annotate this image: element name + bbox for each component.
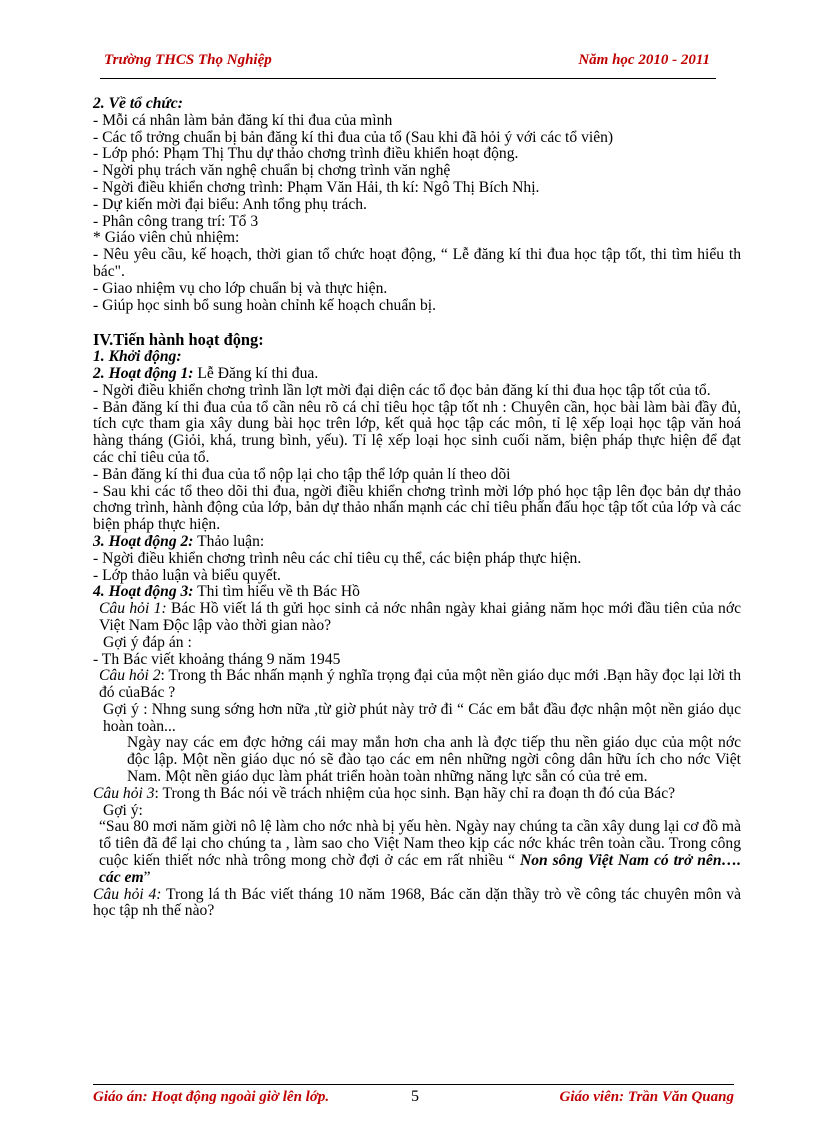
question-1-answer: - Th Bác viết khoảng tháng 9 năm 1945 bbox=[93, 650, 341, 668]
question-1 bbox=[93, 601, 741, 635]
question-4 bbox=[93, 887, 741, 921]
activity-3-title: Thi tìm hiểu về th Bác Hồ bbox=[193, 583, 360, 601]
warmup-heading: 1. Khởi động: bbox=[93, 348, 182, 366]
activity-1-paragraph: - Ngời điều khiển chơng trình lần lợt mời đại diện các tổ đọc bản đăng kí thi đua học tập tốt của tổ. bbox=[93, 381, 711, 399]
organization-item: - Mỗi cá nhân làm bản đăng kí thi đua của mình bbox=[93, 111, 393, 129]
question-2-label: Câu hỏi 2 bbox=[99, 667, 161, 685]
header-school: Trường THCS Thọ Nghiệp bbox=[104, 52, 272, 68]
header-year: Năm học 2010 - 2011 bbox=[578, 52, 710, 68]
page-footer bbox=[93, 1084, 734, 1107]
activity-2-item: - Lớp thảo luận và biểu quyết. bbox=[93, 566, 281, 584]
activity-2-label: 3. Hoạt động 2: bbox=[93, 532, 194, 550]
question-2 bbox=[93, 668, 741, 702]
page-number: 5 bbox=[411, 1088, 419, 1105]
question-1-text: Bác Hồ viết lá th gửi học sinh cả nớc nhân ngày khai giảng năm học mới đầu tiên của nớc Việt Nam Độc lập vào thời gian nào? bbox=[99, 600, 741, 634]
activity-1-title: Lễ Đăng kí thi đua. bbox=[193, 364, 319, 382]
teacher-item: - Nêu yêu cầu, kế hoạch, thời gian tổ chức hoạt động, “ Lễ đăng kí thi đua học tập tốt, thi tìm hiểu th bác". bbox=[93, 246, 741, 280]
activity-3-heading bbox=[93, 584, 741, 601]
activity-1-label: 2. Hoạt động 1: bbox=[93, 364, 194, 382]
teacher-item: - Giúp học sinh bổ sung hoàn chỉnh kế hoạch chuẩn bị. bbox=[93, 296, 436, 314]
organization-item: - Lớp phó: Phạm Thị Thu dự thảo chơng trình điều khiển hoạt động. bbox=[93, 145, 519, 163]
document-body bbox=[93, 96, 741, 920]
question-4-label: Câu hỏi 4: bbox=[93, 885, 162, 903]
activity-3-label: 4. Hoạt động 3: bbox=[93, 583, 194, 601]
organization-item: - Các tổ trởng chuẩn bị bản đăng kí thi đua của tổ (Sau khi đã hỏi ý với các tổ viên) bbox=[93, 128, 614, 146]
question-3-quote bbox=[93, 819, 741, 886]
activity-2-item: - Ngời điều khiển chơng trình nêu các chỉ tiêu cụ thể, các biện pháp thực hiện. bbox=[93, 549, 582, 567]
question-1-hint: Gợi ý đáp án : bbox=[103, 633, 192, 651]
section-title-organization: 2. Về tổ chức: bbox=[93, 95, 183, 112]
question-1-label: Câu hỏi 1: bbox=[99, 600, 167, 618]
activity-1-paragraph: - Sau khi các tổ theo dõi thi đua, ngời điều khiển chơng trình mời lớp phó học tập lên đọc bản dự thảo chơng trình, hành động của lớp, bản dự thảo nhấn mạnh các chỉ tiêu phấn đấu học tập tốt của lớp và các biện pháp thực hiện. bbox=[93, 482, 741, 534]
footer-lesson-plan: Giáo án: Hoạt động ngoài giờ lên lớp. bbox=[93, 1089, 330, 1105]
activity-2-heading bbox=[93, 534, 741, 551]
question-3-label: Câu hỏi 3 bbox=[93, 784, 155, 802]
question-3-quote-emphasis: Non sông Việt Nam có trở nên…. các em bbox=[99, 852, 742, 886]
question-3 bbox=[93, 786, 741, 803]
question-2-quote: Ngày nay các em đợc hởng cái may mắn hơn cha anh là đợc tiếp thu nền giáo dục của một nớc độc lập. Một nền giáo dục nó sẽ đào tạo các em nên những ngời công dân hữu ích cho nớc Việt Nam. Một nền giáo dục làm phát triển hoàn toàn những năng lực sẵn có của trẻ em. bbox=[127, 734, 741, 786]
organization-item: - Phân công trang trí: Tổ 3 bbox=[93, 212, 259, 230]
organization-item: - Ngời phụ trách văn nghệ chuẩn bị chơng trình văn nghệ bbox=[93, 162, 451, 180]
question-3-hint: Gợi ý: bbox=[103, 801, 143, 819]
question-3-quote-close: ” bbox=[143, 868, 151, 886]
organization-item: - Ngời điều khiển chơng trình: Phạm Văn Hải, th kí: Ngô Thị Bích Nhị. bbox=[93, 178, 540, 196]
question-3-text: : Trong th Bác nói về trách nhiệm của học sinh. Bạn hãy chỉ ra đoạn th đó của Bác? bbox=[154, 784, 676, 802]
section-title-activities: IV.Tiến hành hoạt động: bbox=[93, 330, 264, 350]
activity-1-paragraph: - Bản đăng kí thi đua của tổ nộp lại cho tập thể lớp quản lí theo dõi bbox=[93, 465, 511, 483]
activity-2-title: Thảo luận: bbox=[193, 532, 265, 550]
organization-item: - Dự kiến mời đại biểu: Anh tổng phụ trách. bbox=[93, 195, 367, 213]
question-2-hint: Gợi ý : Nhng sung sớng hơn nữa ,từ giờ phút này trở đi “ Các em bắt đầu đợc nhận một nền giáo dục hoàn toàn... bbox=[103, 700, 741, 735]
question-3-quote-text: “Sau 80 mơi năm giời nô lệ làm cho nớc nhà bị yếu hèn. Ngày nay chúng ta cần xây dung lại cơ đồ mà tổ tiên đã để lại cho chúng ta , làm sao cho Việt Nam theo kịp các nớc khác trên toàn cầu. Trong công cuộc kiến thiết nớc nhà trông mong chờ đợi ở các em rất nhiều “ bbox=[99, 818, 741, 870]
teacher-heading: * Giáo viên chủ nhiệm: bbox=[93, 229, 240, 247]
activity-1-paragraph: - Bản đăng kí thi đua của tổ cần nêu rõ cá chỉ tiêu học tập tốt nh : Chuyên cần, học bài làm bài đầy đủ, tích cực tham gia xây dung bài học trên lớp, kết quả học tập các môn, tỉ lệ xếp loại học tập văn hoá hàng tháng (Giỏi, khá, trung bình, yếu). Tỉ lệ xếp loại học sinh cuối năm, biện pháp thực hiện để đạt các chỉ tiêu của tổ. bbox=[93, 398, 741, 466]
question-2-text: : Trong th Bác nhấn mạnh ý nghĩa trọng đại của một nền giáo dục mới .Bạn hãy đọc lại lời th đó củaBác ? bbox=[99, 667, 742, 702]
activity-1-heading bbox=[93, 366, 741, 383]
question-4-text: Trong lá th Bác viết tháng 10 năm 1968, Bác căn dặn thầy trò về công tác chuyên môn và học tập nh thế nào? bbox=[93, 885, 741, 920]
page-header bbox=[100, 52, 716, 79]
teacher-item: - Giao nhiệm vụ cho lớp chuẩn bị và thực hiện. bbox=[93, 279, 388, 297]
footer-teacher: Giáo viên: Trần Văn Quang bbox=[559, 1089, 734, 1105]
